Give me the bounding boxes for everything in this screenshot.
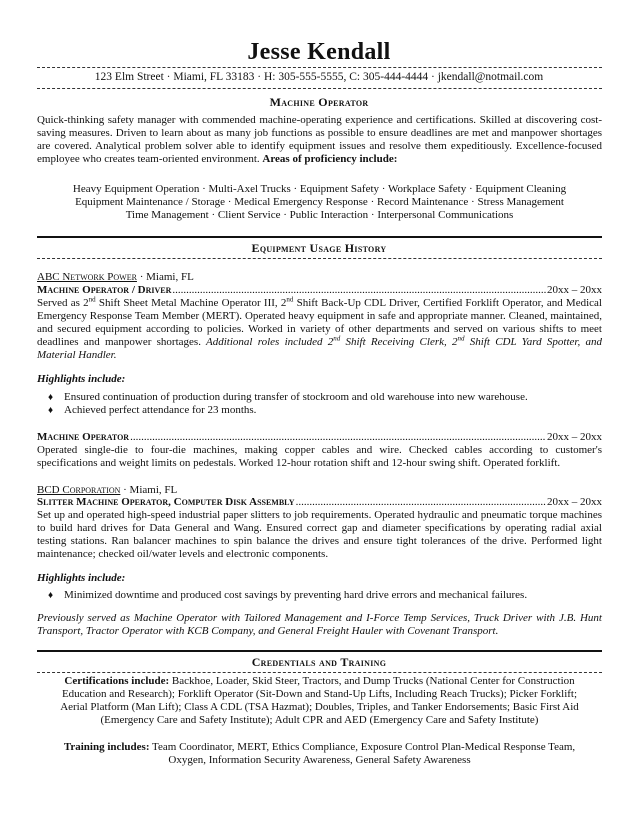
company-1-location: · Miami, FL	[139, 271, 194, 283]
job-1-description: Served as 2nd Shift Sheet Metal Machine Operator III, 2nd Shift Back-Up CDL Driver, Certified Forklift Operator, and Medical Emergency Response Team Member (MERT). Operated heavy equipment in safe and appropriate manner. Cleaned, maintained, and secured equipment according to policies. Worked in variety of other departments and served on various shifts to meet deadlines and manpower shortages. Additional roles included 2nd Shift Receiving Clerk, 2nd Shift CDL Yard Spotter, and Material Handler.	[37, 295, 602, 361]
job-1-highlights	[37, 391, 602, 417]
list-item: ♦ Ensured continuation of production during transfer of stockroom and old warehouse into new warehouse.	[48, 391, 602, 404]
summary-text: Quick-thinking safety manager with commended machine-operating experience and certifications. Skilled at discovering cost-saving measures. Driven to learn about as many job functions as possible to ensure deadlines are met and manpower shortages are covered. Analytical problem solver able to identify equipment issues and resolve them expeditiously. Excellence-focused employee who creates team-oriented environment.	[37, 114, 602, 165]
summary-paragraph	[37, 114, 602, 166]
job-1-header	[37, 284, 602, 297]
job-3-dates: 20xx – 20xx	[547, 496, 602, 508]
skills-list	[37, 183, 602, 222]
job-3-highlights-label: Highlights include:	[37, 572, 126, 584]
training-label: Training includes:	[63, 741, 150, 753]
job-2-description: Operated single-die to four-die machines, making copper cables and wire. Checked cables according to customer's specifications and weight limits on pedestals. Worked 12-hour rotation shift and 12-hour swing shift. Operated forklift.	[37, 444, 602, 469]
skills-row: Time Management · Client Service · Public Interaction · Interpersonal Communications	[125, 209, 514, 221]
company-1-name: ABC Network Power	[37, 271, 137, 283]
list-item: ♦ Minimized downtime and produced cost savings by preventing hard drive errors and mechanical failures.	[48, 589, 602, 602]
training-text: Team Coordinator, MERT, Ethics Compliance, Exposure Control Plan-Medical Response Team, Oxygen, Information Security Awareness, General Safety Awareness	[149, 741, 576, 766]
company-2-name: BCD Corporation	[37, 484, 121, 496]
skills-row: Equipment Maintenance / Storage · Medical Emergency Response · Record Maintenance · Stress Management	[75, 196, 564, 208]
history-title: Equipment Usage History	[251, 241, 387, 255]
summary-title: Machine Operator	[269, 95, 369, 109]
history-divider	[37, 236, 602, 238]
certifications	[57, 675, 582, 727]
list-item: ♦ Achieved perfect attendance for 23 months.	[48, 404, 602, 417]
job-3-header	[37, 496, 602, 509]
job-2-header	[37, 431, 602, 444]
credentials-title: Credentials and Training	[251, 655, 387, 669]
job-2-dates: 20xx – 20xx	[547, 431, 602, 443]
credentials-divider	[37, 650, 602, 652]
job-3-highlights	[37, 589, 602, 602]
header-divider-bottom	[37, 88, 602, 89]
certifications-label: Certifications include:	[64, 675, 170, 687]
company-2-location: · Miami, FL	[123, 484, 178, 496]
candidate-name: Jesse Kendall	[247, 39, 391, 65]
training	[57, 741, 582, 767]
company-1	[37, 271, 602, 284]
areas-label: Areas of proficiency include:	[262, 153, 398, 165]
job-3-title: Slitter Machine Operator, Computer Disk Assembly	[37, 496, 295, 508]
job-3-description: Set up and operated high-speed industrial paper slitters to job requirements. Operated hydraulic and pneumatic torque machines to build hard drives for Data General and Wang. Ensured correct gap and diameter specifications by operating radial axial testing stations. Ran balancer machines to spin balance the drives and ensure tight tolerances of the drive. Performed light maintenance; checked oil/water levels and electronic components.	[37, 509, 602, 560]
history-divider-bottom	[37, 258, 602, 259]
contact-line: 123 Elm Street · Miami, FL 33183 · H: 305-555-5555, C: 305-444-4444 · jkendall@notmail.com	[94, 71, 544, 83]
skills-row: Heavy Equipment Operation · Multi-Axel Trucks · Equipment Safety · Workplace Safety · Equipment Cleaning	[72, 183, 567, 195]
previous-roles: Previously served as Machine Operator with Tailored Management and I-Force Temp Services, Truck Driver with J.B. Hunt Transport, Tractor Operator with KCB Company, and General Freight Hauler with Covenant Transport.	[37, 612, 602, 637]
job-1-title: Machine Operator / Driver	[37, 284, 172, 296]
header-divider-top	[37, 67, 602, 68]
job-1-highlights-label: Highlights include:	[37, 373, 126, 385]
credentials-divider-bottom	[37, 672, 602, 673]
job-1-dates: 20xx – 20xx	[547, 284, 602, 296]
job-2-title: Machine Operator	[37, 431, 130, 443]
certifications-text: Backhoe, Loader, Skid Steer, Tractors, and Dump Trucks (National Center for Construction Education and Research); Forklift Operator (Sit-Down and Stand-Up Lifts, Including Reach Trucks); Picker Forklift; Aerial Platform (Man Lift); Class A CDL (TSA Hazmat); Doubles, Triples, and Tanker Endorsements; Basic First Aid (Emergency Care and Safety Institute); Adult CPR and AED (Emergency Care and Safety Institute)	[60, 675, 579, 726]
